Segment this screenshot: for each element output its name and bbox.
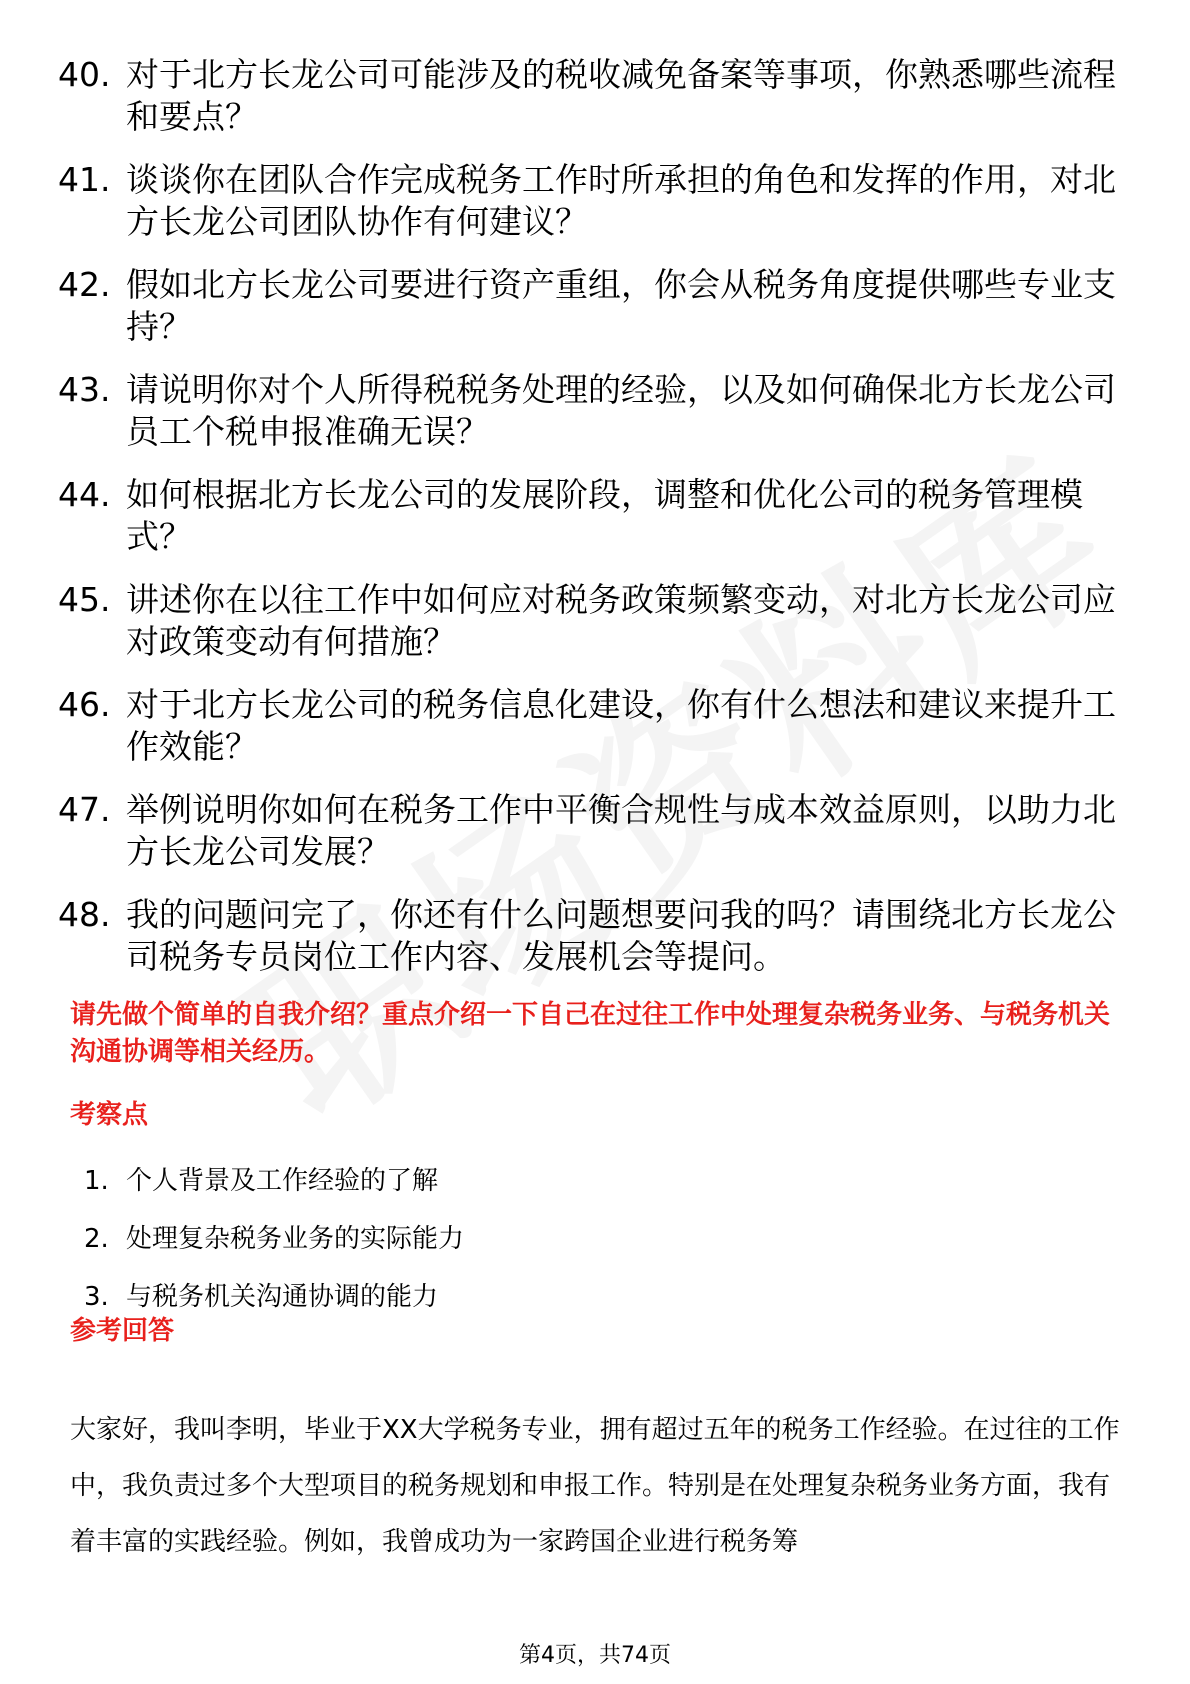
question-text: 如何根据北方长龙公司的发展阶段，调整和优化公司的税务管理模式？: [126, 475, 1083, 556]
question-text: 谈谈你在团队合作完成税务工作时所承担的角色和发挥的作用，对北方长龙公司团队协作有何建议？: [126, 160, 1116, 241]
point-text: 个人背景及工作经验的了解: [126, 1166, 439, 1196]
point-text: 与税务机关沟通协调的能力: [126, 1282, 439, 1312]
question-number: 43.: [58, 370, 111, 409]
question-number: 42.: [58, 265, 111, 304]
list-item: [58, 264, 1138, 348]
point-text: 处理复杂税务业务的实际能力: [126, 1224, 465, 1254]
list-item: [84, 1163, 984, 1221]
question-number: 47.: [58, 790, 111, 829]
reference-answer: 大家好，我叫李明，毕业于XX大学税务专业，拥有超过五年的税务工作经验。在过往的工作中，我负责过多个大型项目的税务规划和申报工作。特别是在处理复杂税务业务方面，我有着丰富的实践经验。例如，我曾成功为一家跨国企业进行税务筹: [70, 1415, 1120, 1557]
point-number: 2.: [84, 1224, 109, 1254]
list-item: [84, 1279, 984, 1337]
question-text: 讲述你在以往工作中如何应对税务政策频繁变动，对北方长龙公司应对政策变动有何措施？: [126, 580, 1116, 661]
question-number: 41.: [58, 160, 111, 199]
list-item: [58, 684, 1138, 768]
question-text: 假如北方长龙公司要进行资产重组，你会从税务角度提供哪些专业支持？: [126, 265, 1116, 346]
question-number: 40.: [58, 55, 111, 94]
list-item: [58, 159, 1138, 243]
intro-question: 请先做个简单的自我介绍？重点介绍一下自己在过往工作中处理复杂税务业务、与税务机关沟通协调等相关经历。: [70, 1000, 1111, 1067]
question-text: 对于北方长龙公司的税务信息化建设，你有什么想法和建议来提升工作效能？: [126, 685, 1116, 766]
focus-heading: 考察点: [70, 1100, 149, 1130]
point-number: 3.: [84, 1282, 109, 1312]
list-item: [58, 894, 1138, 978]
focus-list: [84, 1163, 984, 1337]
question-text: 举例说明你如何在税务工作中平衡合规性与成本效益原则，以助力北方长龙公司发展？: [126, 790, 1116, 871]
question-number: 44.: [58, 475, 111, 514]
point-number: 1.: [84, 1166, 109, 1196]
page-number: 第4页，共74页: [519, 1643, 671, 1668]
list-item: [84, 1221, 984, 1279]
question-text: 对于北方长龙公司可能涉及的税收减免备案等事项，你熟悉哪些流程和要点？: [126, 55, 1116, 136]
list-item: [58, 54, 1138, 138]
list-item: [58, 369, 1138, 453]
question-number: 46.: [58, 685, 111, 724]
question-list: [58, 54, 1138, 999]
question-text: 我的问题问完了，你还有什么问题想要问我的吗？请围绕北方长龙公司税务专员岗位工作内容、发展机会等提问。: [126, 895, 1116, 976]
list-item: [58, 474, 1138, 558]
question-number: 48.: [58, 895, 111, 934]
question-text: 请说明你对个人所得税税务处理的经验，以及如何确保北方长龙公司员工个税申报准确无误？: [126, 370, 1116, 451]
list-item: [58, 579, 1138, 663]
list-item: [58, 789, 1138, 873]
question-number: 45.: [58, 580, 111, 619]
reference-heading: 参考回答: [70, 1316, 175, 1346]
